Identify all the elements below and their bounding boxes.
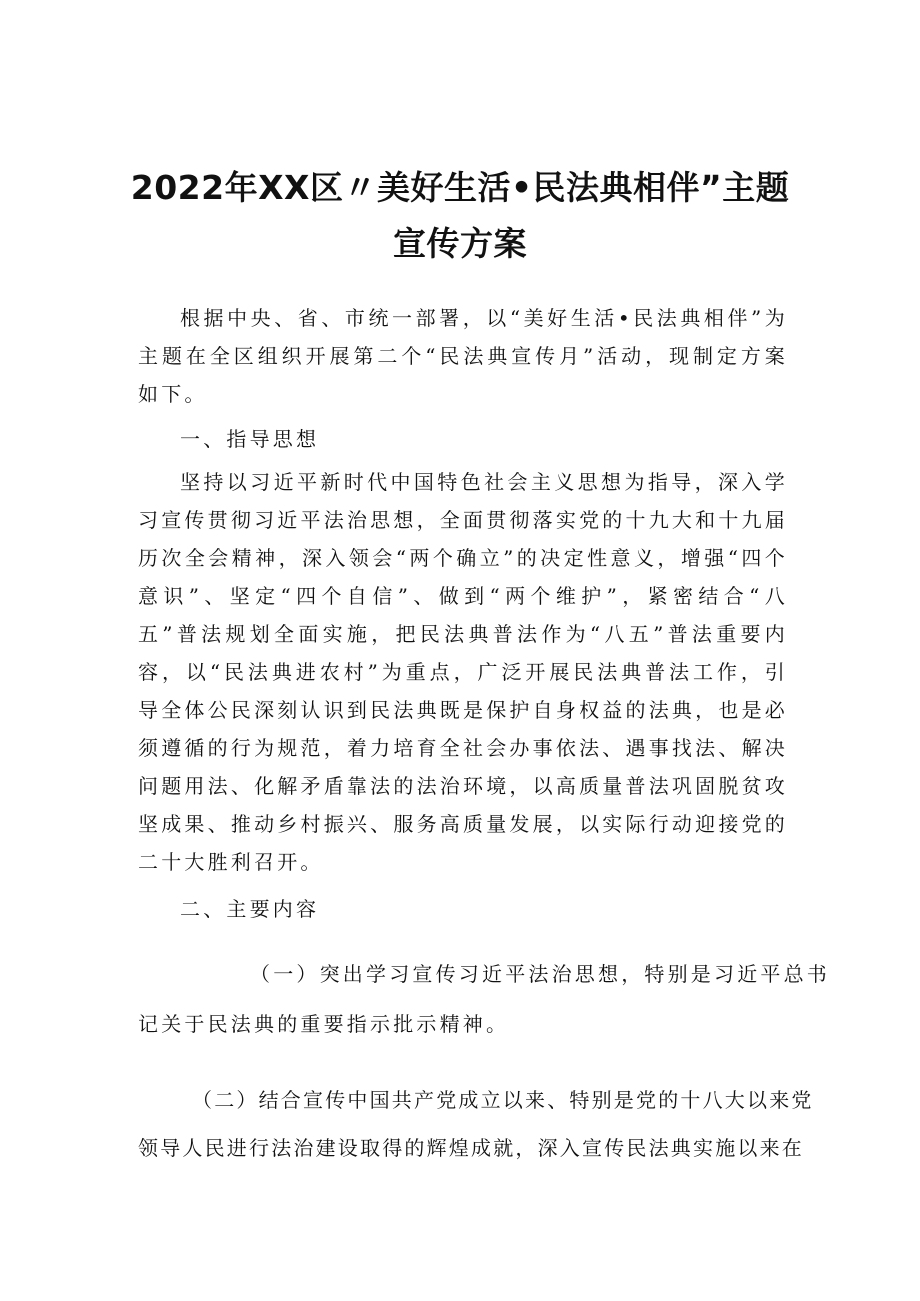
document-title [100, 160, 820, 272]
title-line-2: 宣传方案 [393, 224, 527, 263]
item-1-line-2: 记关于民法典的重要指示批示精神。 [138, 1012, 510, 1036]
item-1 [138, 954, 830, 1044]
guiding-ideology-paragraph: 坚持以习近平新时代中国特色社会主义思想为指导，深入学习宣传贯彻习近平法治思想，全面贯彻落实党的十九大和十九届历次全会精神，深入领会“两个确立”的决定性意义，增强“四个意识”、坚定“四个自信”、做到“两个维护”，紧密结合“八五”普法规划全面实施，把民法典普法作为“八五”普法重要内容，以“民法典进农村”为重点，广泛开展民法典普法工作，引导全体公民深刻认识到民法典既是保护自身权益的法典，也是必须遵循的行为规范，着力培育全社会办事依法、遇事找法、解决问题用法、化解矛盾靠法的法治环境，以高质量普法巩固脱贫攻坚成果、推动乡村振兴、服务高质量发展，以实际行动迎接党的二十大胜利召开。 [138, 470, 788, 874]
section-heading-main-content: 二、主要内容 [180, 897, 320, 921]
item-2-line-1: （二）结合宣传中国共产党成立以来、特别是党的十八大以来党 [192, 1088, 814, 1112]
intro-paragraph: 根据中央、省、市统一部署，以“美好生活•民法典相伴”为主题在全区组织开展第二个“民法典宣传月”活动，现制定方案如下。 [138, 306, 788, 406]
item-2 [138, 1080, 814, 1168]
document-body [138, 299, 788, 928]
item-1-line-1: （一）突出学习宣传习近平法治思想，特别是习近平总书 [250, 962, 830, 986]
section-heading-guiding-ideology: 一、指导思想 [180, 427, 320, 451]
title-line-1: 2022年XX区〃美好生活•民法典相伴”主题 [130, 168, 790, 207]
item-2-line-2: 领导人民进行法治建设取得的辉煌成就，深入宣传民法典实施以来在 [138, 1136, 804, 1160]
